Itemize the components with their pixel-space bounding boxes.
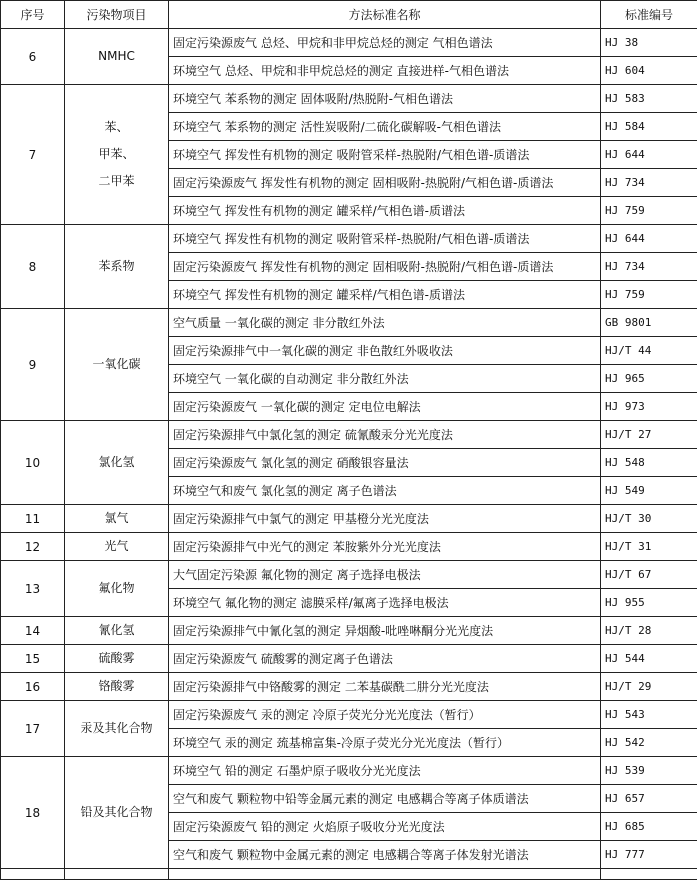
table-row — [1, 645, 697, 673]
standard-cell: HJ 548 — [601, 449, 697, 477]
seq-cell: 12 — [1, 533, 65, 561]
standard-cell: HJ 549 — [601, 477, 697, 505]
method-cell: 固定污染源废气 氯化氢的测定 硝酸银容量法 — [169, 449, 601, 477]
method-cell: 固定污染源排气中铬酸雾的测定 二苯基碳酰二肼分光光度法 — [169, 673, 601, 701]
pollutant-cell — [65, 533, 169, 561]
method-cell: 固定污染源废气 铅的测定 火焰原子吸收分光光度法 — [169, 813, 601, 841]
standard-cell: HJ/T 28 — [601, 617, 697, 645]
header-row — [1, 1, 697, 29]
seq-cell: 7 — [1, 85, 65, 225]
method-cell: 固定污染源排气中氯化氢的测定 硫氰酸汞分光光度法 — [169, 421, 601, 449]
method-cell: 环境空气 挥发性有机物的测定 罐采样/气相色谱-质谱法 — [169, 281, 601, 309]
method-cell: 环境空气 氟化物的测定 滤膜采样/氟离子选择电极法 — [169, 589, 601, 617]
standard-cell: HJ 955 — [601, 589, 697, 617]
seq-cell: 6 — [1, 29, 65, 85]
table-row — [1, 309, 697, 337]
method-cell: 固定污染源排气中一氧化碳的测定 非色散红外吸收法 — [169, 337, 601, 365]
seq-cell: 16 — [1, 673, 65, 701]
pollutant-cell — [65, 701, 169, 757]
method-cell: 固定污染源废气 一氧化碳的测定 定电位电解法 — [169, 393, 601, 421]
standard-cell: HJ 584 — [601, 113, 697, 141]
standard-cell: HJ/T 29 — [601, 673, 697, 701]
method-cell: 环境空气 总烃、甲烷和非甲烷总烃的测定 直接进样-气相色谱法 — [169, 57, 601, 85]
seq-cell: 13 — [1, 561, 65, 617]
empty-cell — [601, 869, 697, 880]
standard-cell: HJ 644 — [601, 225, 697, 253]
table-row — [1, 225, 697, 253]
pollutant-line: 甲苯、 — [98, 147, 135, 161]
standard-cell: HJ/T 27 — [601, 421, 697, 449]
pollutant-cell — [65, 561, 169, 617]
table-row — [1, 757, 697, 785]
standard-cell: HJ 583 — [601, 85, 697, 113]
table-row — [1, 505, 697, 533]
method-cell: 固定污染源排气中氰化氢的测定 异烟酸-吡唑啉酮分光光度法 — [169, 617, 601, 645]
standard-cell: HJ 965 — [601, 365, 697, 393]
table-row — [1, 561, 697, 589]
header-method: 方法标准名称 — [169, 1, 601, 29]
pollutant-cell — [65, 673, 169, 701]
pollutant-line: 氯气 — [104, 511, 129, 525]
method-cell: 固定污染源排气中氯气的测定 甲基橙分光光度法 — [169, 505, 601, 533]
pollutant-line: NMHC — [98, 49, 135, 63]
pollutant-line: 二甲苯 — [98, 174, 135, 188]
method-cell: 环境空气 苯系物的测定 固体吸附/热脱附-气相色谱法 — [169, 85, 601, 113]
standard-cell: HJ/T 44 — [601, 337, 697, 365]
standard-cell: HJ 542 — [601, 729, 697, 757]
method-cell: 环境空气 一氧化碳的自动测定 非分散红外法 — [169, 365, 601, 393]
standard-cell: HJ/T 31 — [601, 533, 697, 561]
pollutant-line: 汞及其化合物 — [80, 721, 153, 735]
method-cell: 环境空气 挥发性有机物的测定 吸附管采样-热脱附/气相色谱-质谱法 — [169, 225, 601, 253]
standard-cell: HJ 644 — [601, 141, 697, 169]
standard-cell: HJ 685 — [601, 813, 697, 841]
standard-cell: HJ/T 67 — [601, 561, 697, 589]
pollutant-cell — [65, 85, 169, 225]
table-row — [1, 29, 697, 57]
pollutant-cell — [65, 505, 169, 533]
seq-cell: 15 — [1, 645, 65, 673]
standard-cell: HJ 777 — [601, 841, 697, 869]
pollutant-cell — [65, 645, 169, 673]
pollutant-cell — [65, 617, 169, 645]
pollutant-cell — [65, 225, 169, 309]
method-cell: 固定污染源废气 挥发性有机物的测定 固相吸附-热脱附/气相色谱-质谱法 — [169, 253, 601, 281]
standard-cell: HJ 734 — [601, 169, 697, 197]
seq-cell: 11 — [1, 505, 65, 533]
empty-cell — [65, 869, 169, 880]
seq-cell: 8 — [1, 225, 65, 309]
table-row — [1, 421, 697, 449]
method-cell: 固定污染源废气 硫酸雾的测定离子色谱法 — [169, 645, 601, 673]
method-cell: 空气质量 一氧化碳的测定 非分散红外法 — [169, 309, 601, 337]
method-cell: 环境空气 挥发性有机物的测定 吸附管采样-热脱附/气相色谱-质谱法 — [169, 141, 601, 169]
pollutant-line: 光气 — [104, 539, 129, 553]
standard-cell: HJ 38 — [601, 29, 697, 57]
pollutant-line: 苯、 — [104, 120, 129, 134]
header-pollutant: 污染物项目 — [65, 1, 169, 29]
method-cell: 空气和废气 颗粒物中铅等金属元素的测定 电感耦合等离子体质谱法 — [169, 785, 601, 813]
method-cell: 固定污染源废气 总烃、甲烷和非甲烷总烃的测定 气相色谱法 — [169, 29, 601, 57]
pollutant-line: 铬酸雾 — [98, 679, 135, 693]
pollutant-line: 氰化氢 — [98, 623, 135, 637]
table-row — [1, 617, 697, 645]
standard-cell: GB 9801 — [601, 309, 697, 337]
pollutant-cell — [65, 309, 169, 421]
standard-cell: HJ 759 — [601, 197, 697, 225]
seq-cell: 18 — [1, 757, 65, 869]
header-standard: 标准编号 — [601, 1, 697, 29]
pollutant-cell — [65, 29, 169, 85]
method-cell: 固定污染源废气 挥发性有机物的测定 固相吸附-热脱附/气相色谱-质谱法 — [169, 169, 601, 197]
method-cell: 大气固定污染源 氟化物的测定 离子选择电极法 — [169, 561, 601, 589]
empty-cell — [1, 869, 65, 880]
standard-cell: HJ/T 30 — [601, 505, 697, 533]
table-row — [1, 533, 697, 561]
seq-cell: 9 — [1, 309, 65, 421]
method-cell: 空气和废气 颗粒物中金属元素的测定 电感耦合等离子体发射光谱法 — [169, 841, 601, 869]
standard-cell: HJ 734 — [601, 253, 697, 281]
standard-cell: HJ 759 — [601, 281, 697, 309]
method-cell: 固定污染源废气 汞的测定 冷原子荧光分光光度法（暂行） — [169, 701, 601, 729]
standard-cell: HJ 539 — [601, 757, 697, 785]
pollutant-line: 一氧化碳 — [92, 357, 141, 371]
standard-cell: HJ 544 — [601, 645, 697, 673]
method-cell: 环境空气和废气 氯化氢的测定 离子色谱法 — [169, 477, 601, 505]
standard-cell: HJ 657 — [601, 785, 697, 813]
method-cell: 环境空气 挥发性有机物的测定 罐采样/气相色谱-质谱法 — [169, 197, 601, 225]
pollutant-cell — [65, 757, 169, 869]
table-row — [1, 701, 697, 729]
standard-cell: HJ 973 — [601, 393, 697, 421]
header-seq: 序号 — [1, 1, 65, 29]
seq-cell: 10 — [1, 421, 65, 505]
method-cell: 环境空气 汞的测定 巯基棉富集-冷原子荧光分光光度法（暂行） — [169, 729, 601, 757]
empty-cell — [169, 869, 601, 880]
pollutant-line: 硫酸雾 — [98, 651, 135, 665]
table-body — [1, 29, 697, 880]
method-cell: 固定污染源排气中光气的测定 苯胺紫外分光光度法 — [169, 533, 601, 561]
pollutant-line: 苯系物 — [98, 259, 135, 273]
seq-cell: 17 — [1, 701, 65, 757]
pollutant-line: 氯化氢 — [98, 455, 135, 469]
standard-cell: HJ 604 — [601, 57, 697, 85]
standard-cell: HJ 543 — [601, 701, 697, 729]
table-row — [1, 673, 697, 701]
table-row — [1, 85, 697, 113]
pollutant-line: 氟化物 — [98, 581, 135, 595]
method-cell: 环境空气 苯系物的测定 活性炭吸附/二硫化碳解吸-气相色谱法 — [169, 113, 601, 141]
table-row-continuation — [1, 869, 697, 880]
pollutant-cell — [65, 421, 169, 505]
pollutant-line: 铅及其化合物 — [80, 805, 153, 819]
method-cell: 环境空气 铅的测定 石墨炉原子吸收分光光度法 — [169, 757, 601, 785]
seq-cell: 14 — [1, 617, 65, 645]
